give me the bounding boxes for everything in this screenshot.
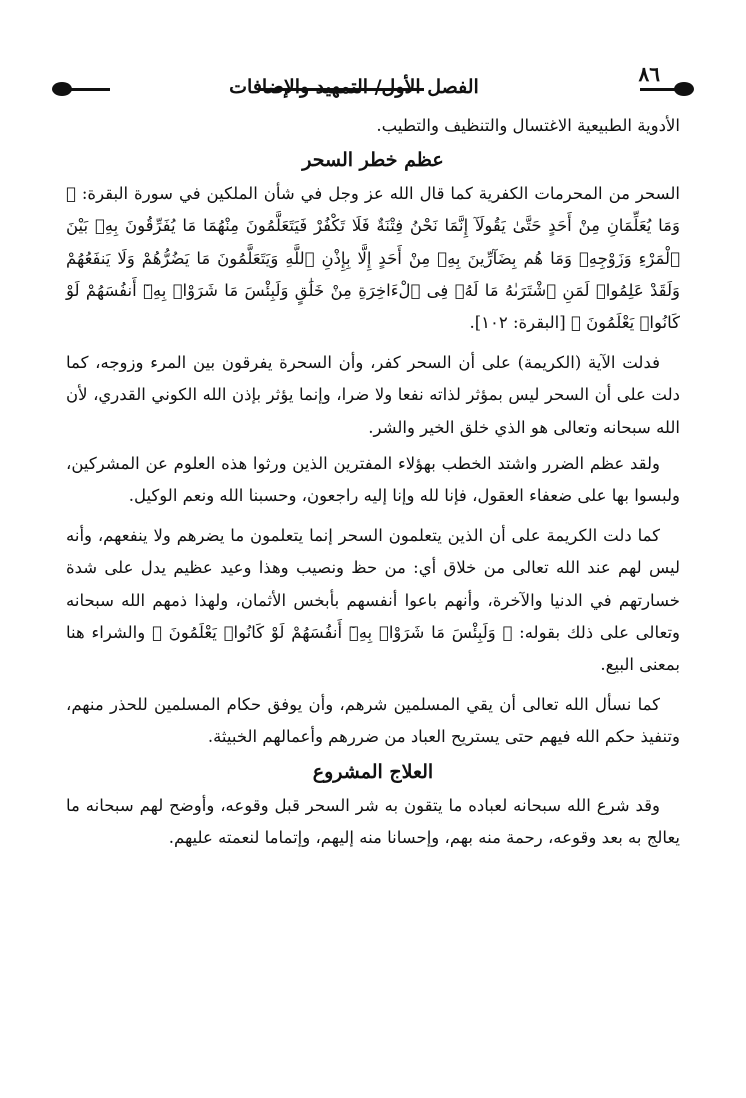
paragraph-1-lead: السحر من المحرمات الكفرية كما قال الله عز وجل في شأن الملكين في سورة البقرة: (81, 184, 680, 204)
page-header (52, 60, 694, 110)
section-heading-treatment: العلاج المشروع (312, 760, 434, 783)
header-rule (70, 88, 110, 91)
paragraph-4-tail: والشراء هنا بمعنى البيع. (66, 622, 680, 675)
header-right-dot (674, 82, 694, 96)
paragraph-1 (66, 178, 680, 339)
intro-line: الأدوية الطبيعية الاغتسال والتنظيف والتطيب. (376, 116, 680, 135)
paragraph-4-lead: كما دلت الكريمة على أن الذين يتعلمون السحر إنما يتعلمون ما يضرهم ولا ينفعهم، وأنه ليس لهم عند الله تعالى من خلاق أي: من حظ ونصيب وهذا وعيد عظيم يدل على شدة خسارتهم في الدنيا والآخرة، وأنهم باعوا أنفسهم بأبخس الأثمان، ولهذا ذمهم الله سبحانه وتعالى على ذلك بقوله: (66, 526, 681, 642)
paragraph-3: ولقد عظم الضرر واشتد الخطب بهؤلاء المفترين الذين ورثوا هذه العلوم عن المشركين، ولبسوا بها على ضعفاء العقول، فإنا لله وإنا إليه راجعون، وحسبنا الله ونعم الوكيل. (66, 453, 680, 506)
quran-verse: ﴿ وَلَبِئْسَ مَا شَرَوْا۟ بِهِۦٓ أَنفُسَهُمْ لَوْ كَانُوا۟ يَعْلَمُونَ ﴾ (152, 622, 513, 642)
paragraph-2: فدلت الآية (الكريمة) على أن السحر كفر، وأن السحرة يفرقون بين المرء وزوجه، كما دلت على أن السحر ليس بمؤثر لذاته نفعا ولا ضرا، وإنما يؤثر بإذن الله الكوني القدري، لأن الله سبحانه وتعالى هو الذي خلق الخير والشر. (66, 353, 680, 437)
paragraph-4 (66, 520, 680, 681)
page-body (66, 110, 680, 854)
paragraph-5: كما نسأل الله تعالى أن يقي المسلمين شرهم، وأن يوفق حكام المسلمين للحذر منهم، وتنفيذ حكم الله فيهم حتى يستريح العباد من ضررهم وأعمالهم الخبيثة. (66, 695, 680, 747)
quran-verse: ﴿ وَمَا يُعَلِّمَانِ مِنْ أَحَدٍ حَتَّىٰ يَقُولَآ إِنَّمَا نَحْنُ فِتْنَةٌ فَلَا تَكْفُرْ فَيَتَعَلَّمُونَ مِنْهُمَا مَا يُفَرِّقُونَ بِهِۦ بَيْنَ ٱلْمَرْءِ وَزَوْجِهِۦ وَمَا هُم بِضَآرِّينَ بِهِۦ مِنْ أَحَدٍ إِلَّا بِإِذْنِ ٱللَّهِ وَيَتَعَلَّمُونَ مَا يَضُرُّهُمْ وَلَا يَنفَعُهُمْ وَلَقَدْ عَلِمُوا۟ لَمَنِ ٱشْتَرَىٰهُ مَا لَهُۥ فِى ٱلْءَاخِرَةِ مِنْ خَلَٰقٍ وَلَبِئْسَ مَا شَرَوْا۟ بِهِۦٓ أَنفُسَهُمْ لَوْ كَانُوا۟ يَعْلَمُونَ ﴾ (66, 184, 680, 333)
page-number: ٨٦ (638, 62, 660, 86)
header-rule (640, 88, 676, 91)
paragraph-6: وقد شرع الله سبحانه لعباده ما يتقون به شر السحر قبل وقوعه، وأوضح لهم سبحانه ما يعالج به بعد وقوعه، رحمة منه بهم، وإحسانا منه إليهم، وإتماما لنعمته عليهم. (66, 795, 680, 847)
section-heading-magic: عظم خطر السحر (302, 149, 444, 172)
header-left-dot (52, 82, 72, 96)
verse-reference: [البقرة: ١٠٢]. (469, 313, 566, 333)
chapter-title: الفصل الأول/ التمهيد والإضافات (229, 76, 479, 98)
